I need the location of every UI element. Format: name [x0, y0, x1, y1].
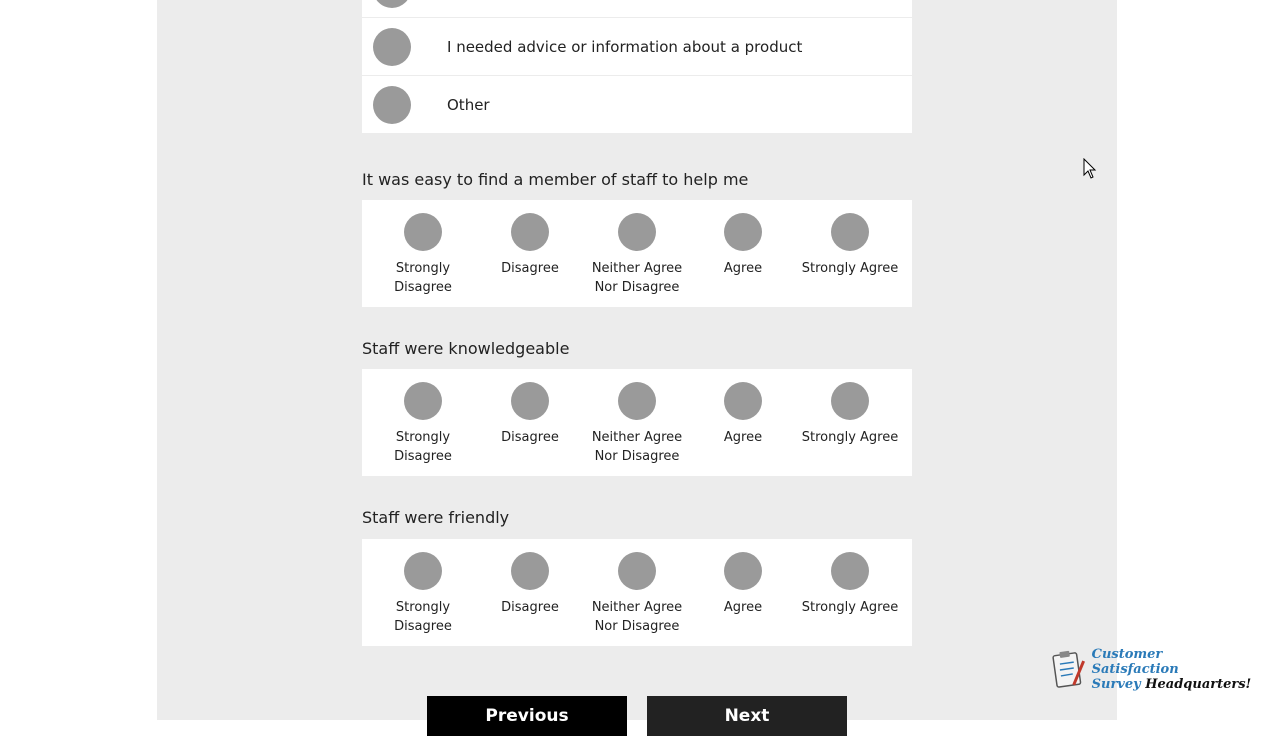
radio-button[interactable] — [618, 382, 656, 420]
scale-option-strongly-disagree[interactable] — [368, 213, 478, 297]
scale-label: Agree — [723, 430, 763, 445]
scale-option-disagree[interactable] — [475, 213, 585, 278]
logo-line-1: Customer Satisfaction — [1091, 646, 1179, 677]
scale-label: Agree — [723, 261, 763, 276]
reason-option-other[interactable] — [362, 76, 912, 133]
radio-button[interactable] — [511, 552, 549, 590]
next-button[interactable]: Next — [647, 696, 847, 736]
reason-option-list — [362, 0, 912, 133]
scale-label: Agree — [723, 600, 763, 615]
scale-label: Strongly Disagree — [394, 261, 452, 295]
scale-option-agree[interactable] — [688, 213, 798, 278]
scale-option-strongly-agree[interactable] — [795, 213, 905, 278]
radio-button[interactable] — [404, 213, 442, 251]
scale-label: Neither Agree Nor Disagree — [591, 600, 683, 634]
radio-button[interactable] — [404, 552, 442, 590]
reason-option[interactable] — [362, 0, 912, 18]
logo-survey: Survey — [1091, 676, 1141, 692]
option-label: Other — [447, 96, 490, 114]
scale-label: Neither Agree Nor Disagree — [591, 261, 683, 295]
question-title: Staff were friendly — [362, 508, 510, 527]
scale-label: Strongly Disagree — [394, 600, 452, 634]
likert-scale — [362, 539, 912, 646]
mouse-cursor-icon — [1083, 158, 1097, 180]
logo-headquarters: Headquarters! — [1145, 676, 1252, 692]
scale-option-strongly-agree[interactable] — [795, 382, 905, 447]
radio-button[interactable] — [831, 213, 869, 251]
likert-scale — [362, 369, 912, 476]
brand-logo — [1052, 648, 1252, 690]
scale-option-agree[interactable] — [688, 382, 798, 447]
scale-option-neutral[interactable] — [582, 552, 692, 636]
likert-scale — [362, 200, 912, 307]
radio-button[interactable] — [618, 552, 656, 590]
scale-option-strongly-disagree[interactable] — [368, 382, 478, 466]
radio-button[interactable] — [724, 552, 762, 590]
scale-option-agree[interactable] — [688, 552, 798, 617]
radio-button[interactable] — [511, 213, 549, 251]
radio-button[interactable] — [724, 382, 762, 420]
option-label: I needed advice or information about a product — [447, 38, 803, 56]
question-title: Staff were knowledgeable — [362, 339, 570, 358]
question-title: It was easy to find a member of staff to help me — [362, 170, 749, 189]
scale-label: Disagree — [501, 600, 559, 615]
logo-line-2 — [1092, 677, 1252, 692]
scale-option-strongly-disagree[interactable] — [368, 552, 478, 636]
scale-label: Strongly Agree — [801, 261, 899, 276]
clipboard-icon — [1052, 649, 1086, 689]
reason-option-advice[interactable] — [362, 18, 912, 76]
scale-label: Neither Agree Nor Disagree — [591, 430, 683, 464]
scale-label: Disagree — [501, 261, 559, 276]
scale-label: Disagree — [501, 430, 559, 445]
scale-option-disagree[interactable] — [475, 382, 585, 447]
radio-button[interactable] — [404, 382, 442, 420]
scale-option-strongly-agree[interactable] — [795, 552, 905, 617]
radio-button[interactable] — [373, 0, 411, 8]
previous-button[interactable]: Previous — [427, 696, 627, 736]
scale-option-disagree[interactable] — [475, 552, 585, 617]
scale-label: Strongly Agree — [801, 430, 899, 445]
radio-button[interactable] — [511, 382, 549, 420]
scale-option-neutral[interactable] — [582, 213, 692, 297]
radio-button[interactable] — [831, 382, 869, 420]
scale-label: Strongly Agree — [801, 600, 899, 615]
radio-button[interactable] — [373, 86, 411, 124]
radio-button[interactable] — [831, 552, 869, 590]
radio-button[interactable] — [618, 213, 656, 251]
scale-option-neutral[interactable] — [582, 382, 692, 466]
scale-label: Strongly Disagree — [394, 430, 452, 464]
radio-button[interactable] — [724, 213, 762, 251]
radio-button[interactable] — [373, 28, 411, 66]
